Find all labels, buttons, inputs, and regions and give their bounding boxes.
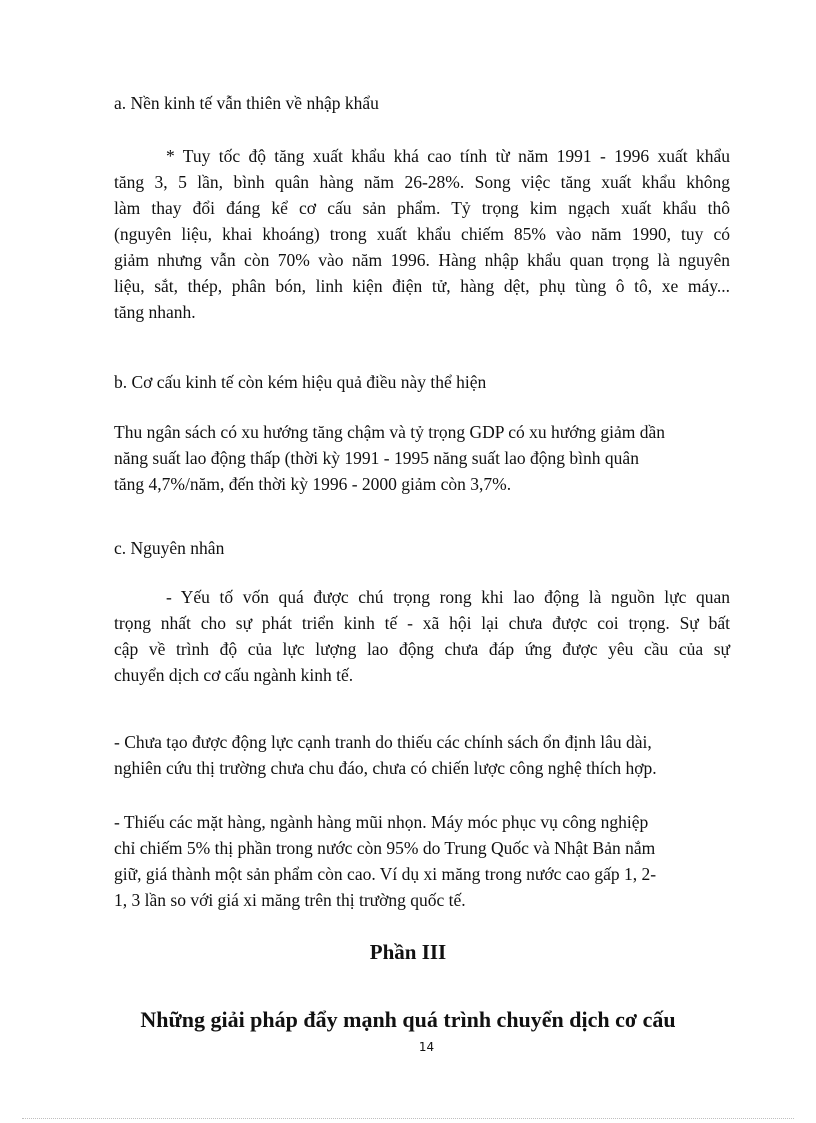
chapter-title: Những giải pháp đẩy mạnh quá trình chuyển dịch cơ cấu [140,1007,676,1032]
page-number: 14 [418,1040,435,1054]
section-c-paragraph-3 [114,809,730,913]
text-line: - Yếu tố vốn quá được chú trọng rong khi lao động là nguồn lực quan [166,587,730,607]
text-line: (nguyên liệu, khai khoáng) trong xuất khẩu chiếm 85% vào năm 1990, tuy có [114,224,730,244]
section-b-paragraph [114,419,730,497]
text-line: * Tuy tốc độ tăng xuất khẩu khá cao tính từ năm 1991 - 1996 xuất khẩu [166,146,730,166]
text-line: làm thay đổi đáng kể cơ cấu sản phẩm. Tỷ trọng kim ngạch xuất khẩu thô [114,198,730,218]
footer-divider [22,1118,794,1119]
text-line: trọng nhất cho sự phát triển kinh tế - xã hội lại chưa được coi trọng. Sự bất [114,613,730,633]
text-line: 1, 3 lần so với giá xi măng trên thị trường quốc tế. [114,890,466,910]
section-a-heading: a. Nền kinh tế vẫn thiên về nhập khẩu [114,93,379,113]
text-line: cập về trình độ của lực lượng lao động chưa đáp ứng được yêu cầu của sự [114,639,730,659]
text-line: tăng 4,7%/năm, đến thời kỳ 1996 - 2000 giảm còn 3,7%. [114,474,512,494]
section-c-paragraph-1 [114,584,730,688]
section-a-paragraph [114,143,730,325]
text-line: năng suất lao động thấp (thời kỳ 1991 - 1995 năng suất lao động bình quân [114,448,639,468]
text-line: giữ, giá thành một sản phẩm còn cao. Ví dụ xi măng trong nước cao gấp 1, 2- [114,864,657,884]
text-line: - Thiếu các mặt hàng, ngành hàng mũi nhọn. Máy móc phục vụ công nghiệp [114,812,649,832]
text-line: chuyển dịch cơ cấu ngành kinh tế. [114,665,354,685]
text-line: tăng nhanh. [114,302,196,322]
part-title: Phần III [369,940,447,964]
text-line: chỉ chiếm 5% thị phần trong nước còn 95% do Trung Quốc và Nhật Bản nắm [114,838,656,858]
section-c-heading: c. Nguyên nhân [114,538,225,558]
section-b-heading: b. Cơ cấu kinh tế còn kém hiệu quả điều này thể hiện [114,372,487,392]
text-line: nghiên cứu thị trường chưa chu đáo, chưa có chiến lược công nghệ thích hợp. [114,758,657,778]
text-line: - Chưa tạo được động lực cạnh tranh do thiếu các chính sách ổn định lâu dài, [114,732,652,752]
text-line: tăng 3, 5 lần, bình quân hàng năm 26-28%. Song việc tăng xuất khẩu không [114,172,730,192]
text-line: liệu, sắt, thép, phân bón, linh kiện điện tử, hàng dệt, phụ tùng ô tô, xe máy... [114,276,730,296]
text-line: giảm nhưng vẫn còn 70% vào năm 1996. Hàng nhập khẩu quan trọng là nguyên [114,250,730,270]
text-line: Thu ngân sách có xu hướng tăng chậm và tỷ trọng GDP có xu hướng giảm dần [114,422,666,442]
section-c-paragraph-2 [114,729,730,781]
